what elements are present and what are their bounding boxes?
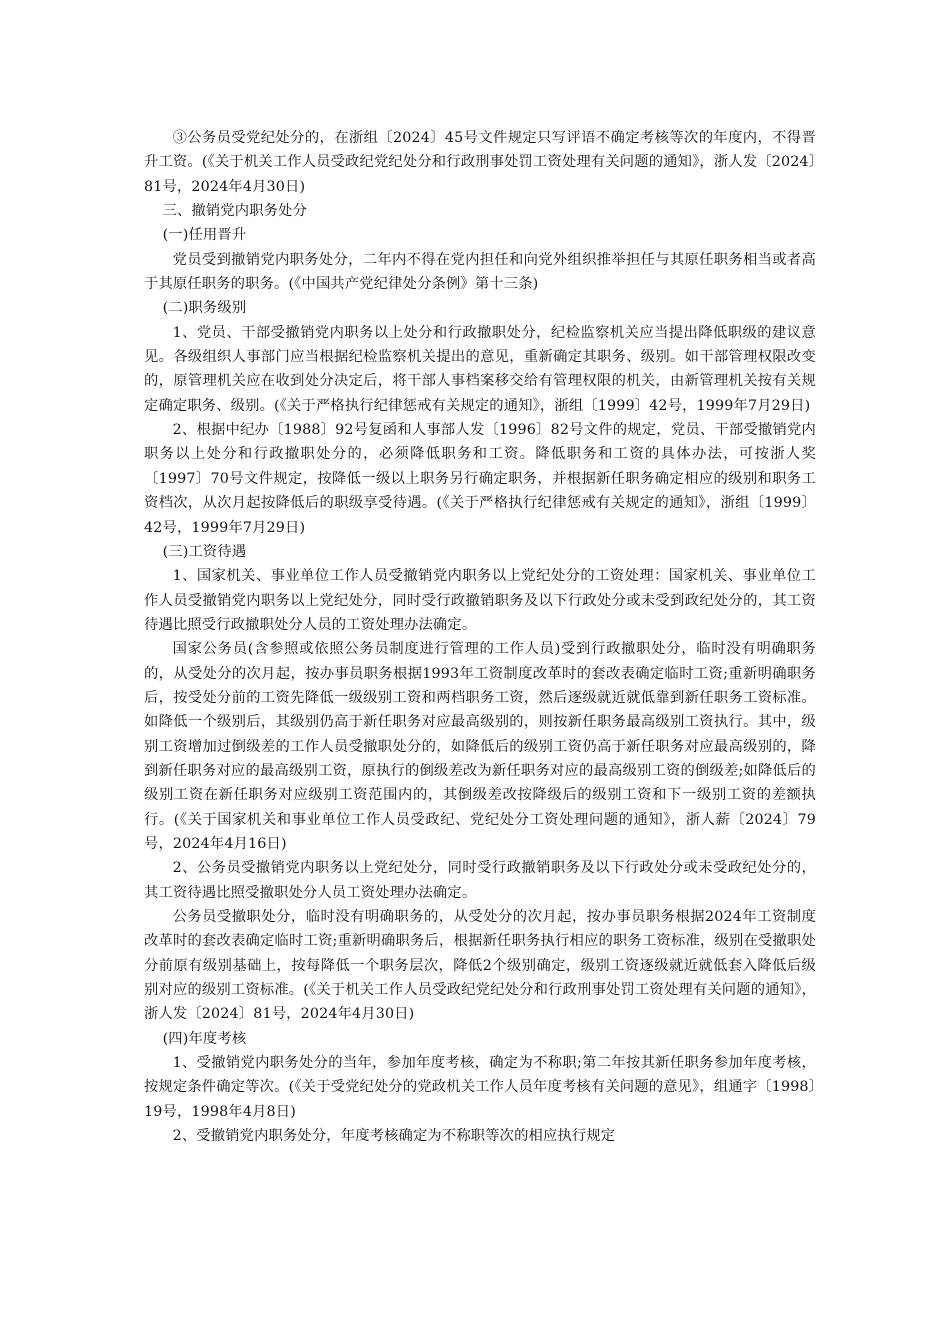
- paragraph-salary-2: 2、公务员受撤销党内职务以上党纪处分，同时受行政撤销职务及以下行政处分或未受政纪处分的，其工资待遇比照受撤职处分人员工资处理办法确定。: [144, 860, 816, 901]
- paragraph-assessment-1: 1、受撤销党内职务处分的当年，参加年度考核，确定为不称职;第二年按其新任职务参加年度考核，按规定条件确定等次。(《关于受党纪处分的党政机关工作人员年度考核有关问题的意见》，组通字〔1998〕19号，1998年4月8日): [144, 1055, 816, 1120]
- paragraph-party-discipline-salary: ③公务员受党纪处分的，在浙组〔2024〕45号文件规定只写评语不确定考核等次的年度内，不得晋升工资。(《关于机关工作人员受政纪党纪处分和行政刑事处罚工资处理有关问题的通知》，浙人发〔2024〕81号，2024年4月30日): [144, 130, 816, 195]
- subheading-post-grade: (二)职务级别: [162, 300, 247, 317]
- paragraph-appointment-promotion: 党员受到撤销党内职务处分，二年内不得在党内担任和向党外组织推举担任与其原任职务相当或者高于其原任职务的职务。(《中国共产党纪律处分条例》第十三条): [144, 251, 816, 293]
- document-page: [144, 126, 816, 1148]
- paragraph-assessment-2: 2、受撤销党内职务处分，年度考核确定为不称职等次的相应执行规定: [172, 1128, 616, 1145]
- paragraph-salary-1: 1、国家机关、事业单位工作人员受撤销党内职务以上党纪处分的工资处理：国家机关、事业单位工作人员受撤销党内职务以上党纪处分，同时受行政撤销职务及以下行政处分或未受到政纪处分的，其工资待遇比照受行政撤职处分人员的工资处理办法确定。: [144, 568, 816, 633]
- section-heading-revoke-party-post: 三、撤销党内职务处分: [162, 203, 308, 220]
- paragraph-salary-dismissal: 公务员受撤职处分，临时没有明确职务的，从受处分的次月起，按办事员职务根据2024年工资制度改革时的套改表确定临时工资;重新明确职务后，根据新任职务执行相应的职务工资标准，级别在受撤职处分前原有级别基础上，按每降低一个职务层次，降低2个级别确定，级别工资逐级就近就低套入降低后级别对应的级别工资标准。(《关于机关工作人员受政纪党纪处分和行政刑事处罚工资处理有关问题的通知》，浙人发〔2024〕81号，2024年4月30日): [144, 909, 816, 1023]
- paragraph-post-grade-1: 1、党员、干部受撤销党内职务以上处分和行政撤职处分，纪检监察机关应当提出降低职级的建议意见。各级组织人事部门应当根据纪检监察机关提出的意见，重新确定其职务、级别。如干部管理权限改变的，原管理机关应在收到处分决定后，将干部人事档案移交给有管理权限的机关，由新管理机关按有关规定确定职务、级别。(《关于严格执行纪律惩戒有关规定的通知》，浙组〔1999〕42号，1999年7月29日): [144, 324, 816, 414]
- paragraph-salary-civil-servant: 国家公务员(含参照或依照公务员制度进行管理的工作人员)受到行政撤职处分，临时没有明确职务的，从受处分的次月起，按办事员职务根据1993年工资制度改革时的套改表确定临时工资;重新明确职务后，按受处分前的工资先降低一级级别工资和两档职务工资，然后逐级就近就低靠到新任职务工资标准。如降低一个级别后，其级别仍高于新任职务对应最高级别的，则按新任职务最高级别工资执行。其中，级别工资增加过倒级差的工作人员受撤职处分的，如降低后的级别工资仍高于新任职务对应最高级别的，降到新任职务对应的最高级别工资，原执行的倒级差改为新任职务对应的最高级别工资的倒级差;如降低后的级别工资在新任职务对应级别工资范围内的，其倒级差改按降级后的级别工资和下一级别工资的差额执行。(《关于国家机关和事业单位工作人员受政纪、党纪处分工资处理问题的通知》，浙人薪〔2024〕79号，2024年4月16日): [144, 641, 816, 852]
- paragraph-post-grade-2: 2、根据中纪办〔1988〕92号复函和人事部人发〔1996〕82号文件的规定，党员、干部受撤销党内职务以上处分和行政撤职处分的，必须降低职务和工资。降低职务和工资的具体办法，可按浙人奖〔1997〕70号文件规定，按降低一级以上职务另行确定职务，并根据新任职务确定相应的级别和职务工资档次，从次月起按降低后的职级享受待遇。(《关于严格执行纪律惩戒有关规定的通知》，浙组〔1999〕42号，1999年7月29日): [144, 422, 816, 536]
- subheading-annual-assessment: (四)年度考核: [162, 1030, 247, 1047]
- subheading-appointment-promotion: (一)任用晋升: [162, 227, 247, 244]
- subheading-salary-treatment: (三)工资待遇: [162, 543, 247, 560]
